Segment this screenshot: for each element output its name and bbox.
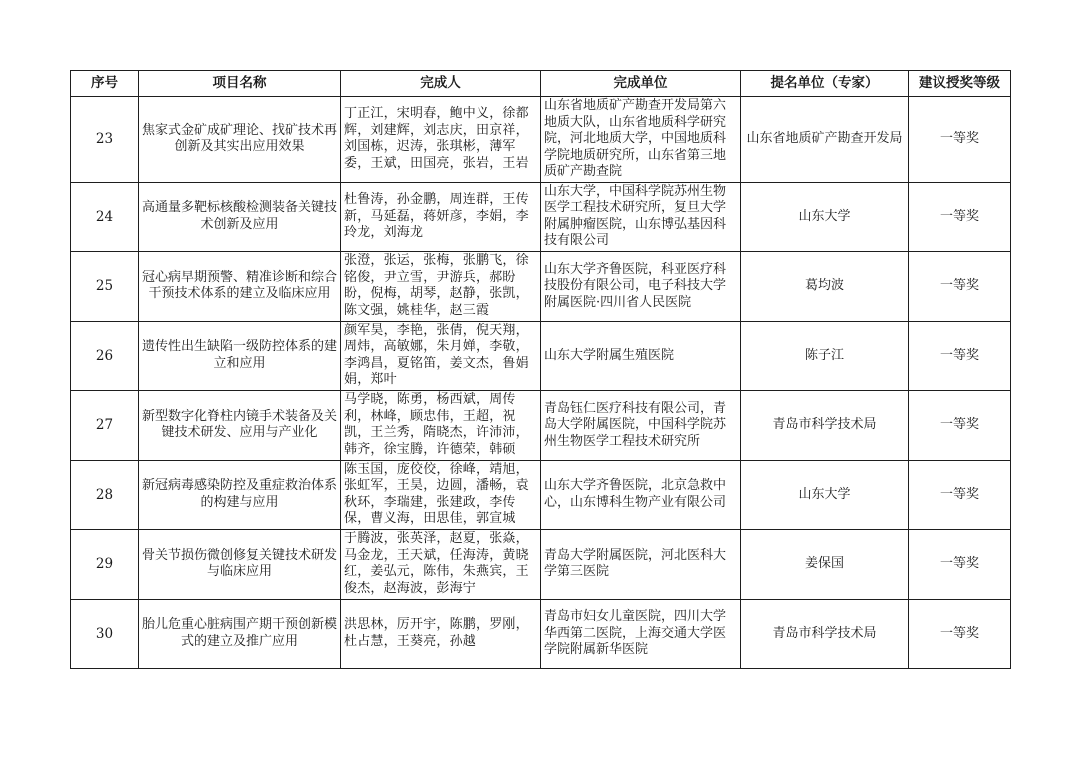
- table-row: [71, 460, 1011, 530]
- completing-units: 山东大学齐鲁医院，北京急救中心，山东博科生物产业有限公司: [541, 460, 741, 530]
- completers: 马学晓，陈勇，杨西斌，周传利，林峰，顾忠伟，王超，祝凯，王兰秀，隋晓杰，许沛沛，韩齐，徐宝腾，许德荣，韩硕: [341, 391, 541, 461]
- completers: 张澄，张运，张梅，张鹏飞，徐铭俊，尹立雪，尹游兵，郝盼盼，倪梅，胡琴，赵静，张凯，陈文强，姚桂华，赵三霞: [341, 252, 541, 322]
- completing-units: 青岛钰仁医疗科技有限公司，青岛大学附属医院，中国科学院苏州生物医学工程技术研究所: [541, 391, 741, 461]
- nominator: 陈子江: [741, 321, 909, 391]
- nominator: 青岛市科学技术局: [741, 599, 909, 669]
- row-index: 27: [71, 391, 139, 461]
- completers: 洪思林，厉开宇，陈鹏，罗刚，杜占慧，王葵亮，孙越: [341, 599, 541, 669]
- award-level: 一等奖: [909, 182, 1011, 252]
- completing-units: 青岛市妇女儿童医院，四川大学华西第二医院，上海交通大学医学院附属新华医院: [541, 599, 741, 669]
- project-name: 高通量多靶标核酸检测装备关键技术创新及应用: [139, 182, 341, 252]
- project-name: 新型数字化脊柱内镜手术装备及关键技术研发、应用与产业化: [139, 391, 341, 461]
- completers: 杜鲁涛，孙金鹏，周连群，王传新，马延磊，蒋妍彦，李娟，李玲龙，刘海龙: [341, 182, 541, 252]
- project-name: 新冠病毒感染防控及重症救治体系的构建与应用: [139, 460, 341, 530]
- row-index: 29: [71, 530, 139, 600]
- nominator: 葛均波: [741, 252, 909, 322]
- nominator: 山东大学: [741, 460, 909, 530]
- completers: 于腾波，张英泽，赵夏，张焱，马金龙，王天斌，任海涛，黄晓红，姜弘元，陈伟，朱燕宾，王俊杰，赵海波，彭海宁: [341, 530, 541, 600]
- completing-units: 山东省地质矿产勘查开发局第六地质大队，山东省地质科学研究院，河北地质大学，中国地质科学院地质研究所，山东省第三地质矿产勘查院: [541, 97, 741, 183]
- row-index: 24: [71, 182, 139, 252]
- project-name: 胎儿危重心脏病围产期干预创新模式的建立及推广应用: [139, 599, 341, 669]
- header-row: [71, 71, 1011, 97]
- completing-units: 山东大学附属生殖医院: [541, 321, 741, 391]
- table-row: [71, 391, 1011, 461]
- award-level: 一等奖: [909, 321, 1011, 391]
- nominator: 山东省地质矿产勘查开发局: [741, 97, 909, 183]
- completing-units: 青岛大学附属医院，河北医科大学第三医院: [541, 530, 741, 600]
- award-level: 一等奖: [909, 460, 1011, 530]
- table-row: [71, 599, 1011, 669]
- row-index: 26: [71, 321, 139, 391]
- row-index: 23: [71, 97, 139, 183]
- completers: 陈玉国，庞佼佼，徐峰，靖旭，张虹军，王昊，边圆，潘畅，袁秋环，李瑞建，张建政，李传保，曹义海，田思佳，郭宣城: [341, 460, 541, 530]
- award-table: [70, 70, 1011, 669]
- completing-units: 山东大学齐鲁医院，科亚医疗科技股份有限公司，电子科技大学附属医院·四川省人民医院: [541, 252, 741, 322]
- completers: 丁正江，宋明春，鲍中义，徐都辉，刘建辉，刘志庆，田京祥，刘国栋，迟涛，张琪彬，薄军委，王斌，田国亮，张岩，王岩: [341, 97, 541, 183]
- project-name: 遗传性出生缺陷一级防控体系的建立和应用: [139, 321, 341, 391]
- table-row: [71, 530, 1011, 600]
- table-row: [71, 252, 1011, 322]
- table-row: [71, 182, 1011, 252]
- award-level: 一等奖: [909, 599, 1011, 669]
- project-name: 骨关节损伤微创修复关键技术研发与临床应用: [139, 530, 341, 600]
- row-index: 30: [71, 599, 139, 669]
- nominator: 姜保国: [741, 530, 909, 600]
- header-project-name: 项目名称: [139, 71, 341, 97]
- award-level: 一等奖: [909, 530, 1011, 600]
- table-row: [71, 321, 1011, 391]
- completers: 颜军昊，李艳，张倩，倪天翔，周炜，高敏娜，朱月婵，李敬，李鸿昌，夏铭笛，姜文杰，鲁娟娟，郑叶: [341, 321, 541, 391]
- project-name: 焦家式金矿成矿理论、找矿技术再创新及其实出应用效果: [139, 97, 341, 183]
- award-level: 一等奖: [909, 252, 1011, 322]
- row-index: 25: [71, 252, 139, 322]
- nominator: 青岛市科学技术局: [741, 391, 909, 461]
- table-row: [71, 97, 1011, 183]
- header-completing-units: 完成单位: [541, 71, 741, 97]
- award-table-page: [70, 70, 1011, 669]
- project-name: 冠心病早期预警、精准诊断和综合干预技术体系的建立及临床应用: [139, 252, 341, 322]
- completing-units: 山东大学，中国科学院苏州生物医学工程技术研究所，复旦大学附属肿瘤医院，山东博弘基因科技有限公司: [541, 182, 741, 252]
- award-level: 一等奖: [909, 391, 1011, 461]
- nominator: 山东大学: [741, 182, 909, 252]
- header-completers: 完成人: [341, 71, 541, 97]
- header-nominator: 提名单位（专家）: [741, 71, 909, 97]
- header-index: 序号: [71, 71, 139, 97]
- award-level: 一等奖: [909, 97, 1011, 183]
- row-index: 28: [71, 460, 139, 530]
- header-award-level: 建议授奖等级: [909, 71, 1011, 97]
